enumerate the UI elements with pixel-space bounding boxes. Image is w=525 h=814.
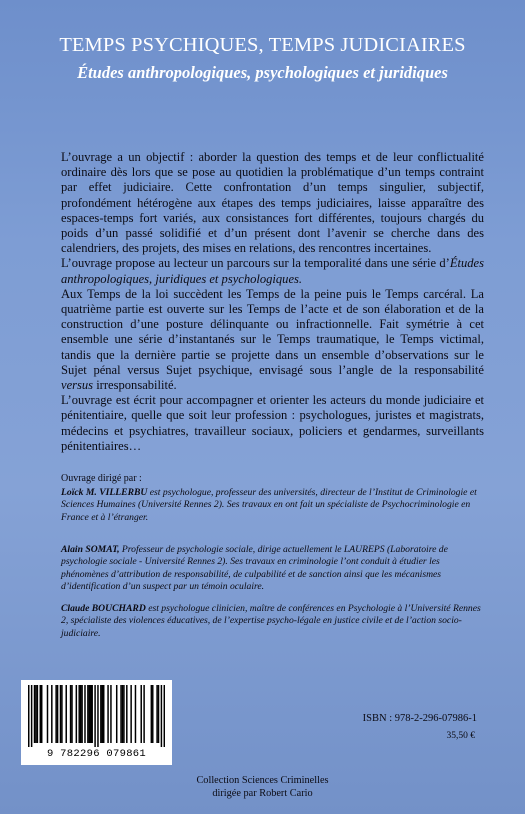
barcode-bar <box>156 685 157 743</box>
barcode-bar <box>123 685 124 743</box>
barcode-bar <box>164 685 165 747</box>
barcode-bar <box>84 685 85 743</box>
barcode-bar <box>47 685 48 743</box>
summary-p2-text: L’ouvrage propose au lecteur un parcours sur la temporalité dans une série d’ <box>61 256 450 271</box>
barcode-bar <box>151 685 152 743</box>
author-name-3: Claude BOUCHARD <box>61 603 146 614</box>
summary-paragraph-3 <box>61 287 484 393</box>
barcode-bar <box>91 685 92 743</box>
summary-p2-italic: Études anthropologiques, juridiques et psychologiques. <box>61 256 484 286</box>
barcode-bar <box>28 685 29 747</box>
price: 35,50 € <box>446 731 475 741</box>
barcode-bar <box>143 685 144 743</box>
barcode-bar <box>76 685 77 743</box>
barcode-bar <box>35 685 36 743</box>
barcode-bar <box>122 685 123 743</box>
barcode-digits: 9 782296 079861 <box>46 748 146 760</box>
barcode-bar <box>37 685 38 743</box>
barcode-bar <box>130 685 131 743</box>
barcode-bar <box>81 685 82 743</box>
barcode <box>21 680 172 765</box>
summary-paragraph-1 <box>61 150 484 256</box>
barcode-bar <box>70 685 71 743</box>
book-title: TEMPS PSYCHIQUES, TEMPS JUDICIAIRES <box>59 34 466 56</box>
summary-p3-italic: versus <box>61 378 94 393</box>
barcode-bar <box>57 685 58 743</box>
book-subtitle: Études anthropologiques, psychologiques et juridiques <box>77 63 448 82</box>
barcode-bar <box>107 685 108 743</box>
summary-p3-text: Aux Temps de la loi succèdent les Temps de la peine puis le Temps carcéral. La quatrième partie est ouverte sur les Temps de l’acte et de son élaboration et de la construction d’une posture délinquante ou infractionnelle. Fait symétrie à cet ensemble une série d’instantanés sur le Temps traumatique, le Temps victimal, tandis que la dernière partie se projette dans un ensemble d’observations sur le Sujet pénal versus Sujet psychique, envisagé sous l’angle de la responsabilité <box>61 286 484 377</box>
author-name-2: Alain SOMAT, <box>61 544 120 555</box>
barcode-bar <box>40 685 41 743</box>
barcode-bar <box>41 685 42 743</box>
barcode-bar <box>78 685 79 743</box>
summary-p3-end: irresponsabilité. <box>93 378 177 393</box>
barcode-bar <box>97 685 98 747</box>
author-bio-3 <box>61 603 489 640</box>
barcode-bar <box>60 685 61 743</box>
author-name-1: Loïck M. VILLERBU <box>61 487 148 498</box>
author-bio-text-1: est psychologue, professeur des universités, directeur de l’Institut de Criminologie et Sciences Humaines (Université Rennes 2). Ses travaux en ont fait un spécialiste de Psychocriminologie en France et à l’étranger. <box>61 487 477 523</box>
barcode-bar <box>152 685 153 743</box>
barcode-bar <box>61 685 62 743</box>
summary-p1-text: L’ouvrage a un objectif : aborder la question des temps et de leur conflictualité ordinaire dès lors que se pose au quotidien la problématique d’un temps contraint par effet judiciaire. Cette confrontation d’un temps singulier, subjectif, profondément hétérogène aux étapes des temps judiciaires, laisse apparaître des espaces-temps fort variés, aux consistances fort différentes, toujours chargés du poids d’un passé solidifié et d’un présent dont l’avenir se cherche dans des calendriers, des projets, des mises en relations, des rencontres incertaines. <box>61 150 484 256</box>
barcode-bar <box>34 685 35 743</box>
barcode-bar <box>102 685 103 743</box>
barcode-bar <box>90 685 91 743</box>
barcode-bar <box>135 685 136 743</box>
barcode-bar <box>120 685 121 743</box>
barcode-bar <box>94 685 95 747</box>
collection-director: dirigée par Robert Cario <box>212 788 313 799</box>
barcode-bar <box>100 685 101 743</box>
barcode-bar <box>71 685 72 743</box>
author-bio-2 <box>61 544 489 593</box>
summary-paragraph-4 <box>61 393 484 454</box>
author-bio-1 <box>61 487 489 524</box>
barcode-bar <box>65 685 66 743</box>
collection-name: Collection Sciences Criminelles <box>196 775 329 786</box>
isbn-number: ISBN : 978-2-296-07986-1 <box>362 713 477 724</box>
summary-paragraph-2 <box>61 256 484 286</box>
author-bio-text-2: Professeur de psychologie sociale, dirige actuellement le LAUREPS (Laboratoire de psychologie sociale - Université Rennes 2). Ses travaux en criminologie l’ont conduit à étudier les phénomènes d’attribution de responsabilité, de culpabilité et de sanction ainsi que les mécanismes d’identification d’un suspect par un témoin oculaire. <box>61 544 448 593</box>
author-bio-text-3: est psychologue clinicien, maître de conférences en Psychologie à l’Université Rennes 2, spécialiste des violences éducatives, de l’expertise psycho-légale en justice civile et de l’action socio-judiciaire. <box>61 603 481 639</box>
barcode-bar <box>110 685 111 743</box>
summary-p4-text: L’ouvrage est écrit pour accompagner et orienter les acteurs du monde judiciaire et pénitentiaire, quelle que soit leur profession : psychologues, juristes et magistrats, médecins et psychiatres, travailleur sociaux, policiers et gendarmes, surveillants pénitentiaires… <box>61 393 484 453</box>
barcode-bar <box>31 685 32 747</box>
barcode-bars <box>28 685 165 747</box>
collection-info <box>0 774 525 800</box>
barcode-bar <box>158 685 159 743</box>
barcode-bar <box>103 685 104 743</box>
barcode-bar <box>161 685 162 747</box>
barcode-bar <box>55 685 56 743</box>
barcode-bar <box>126 685 127 743</box>
summary-text <box>61 150 484 454</box>
barcode-bar <box>51 685 52 743</box>
barcode-bar <box>89 685 90 743</box>
barcode-bar <box>87 685 88 743</box>
barcode-bar <box>140 685 141 743</box>
barcode-bar <box>116 685 117 743</box>
directed-by-label: Ouvrage dirigé par : <box>61 473 142 484</box>
barcode-bar <box>80 685 81 743</box>
